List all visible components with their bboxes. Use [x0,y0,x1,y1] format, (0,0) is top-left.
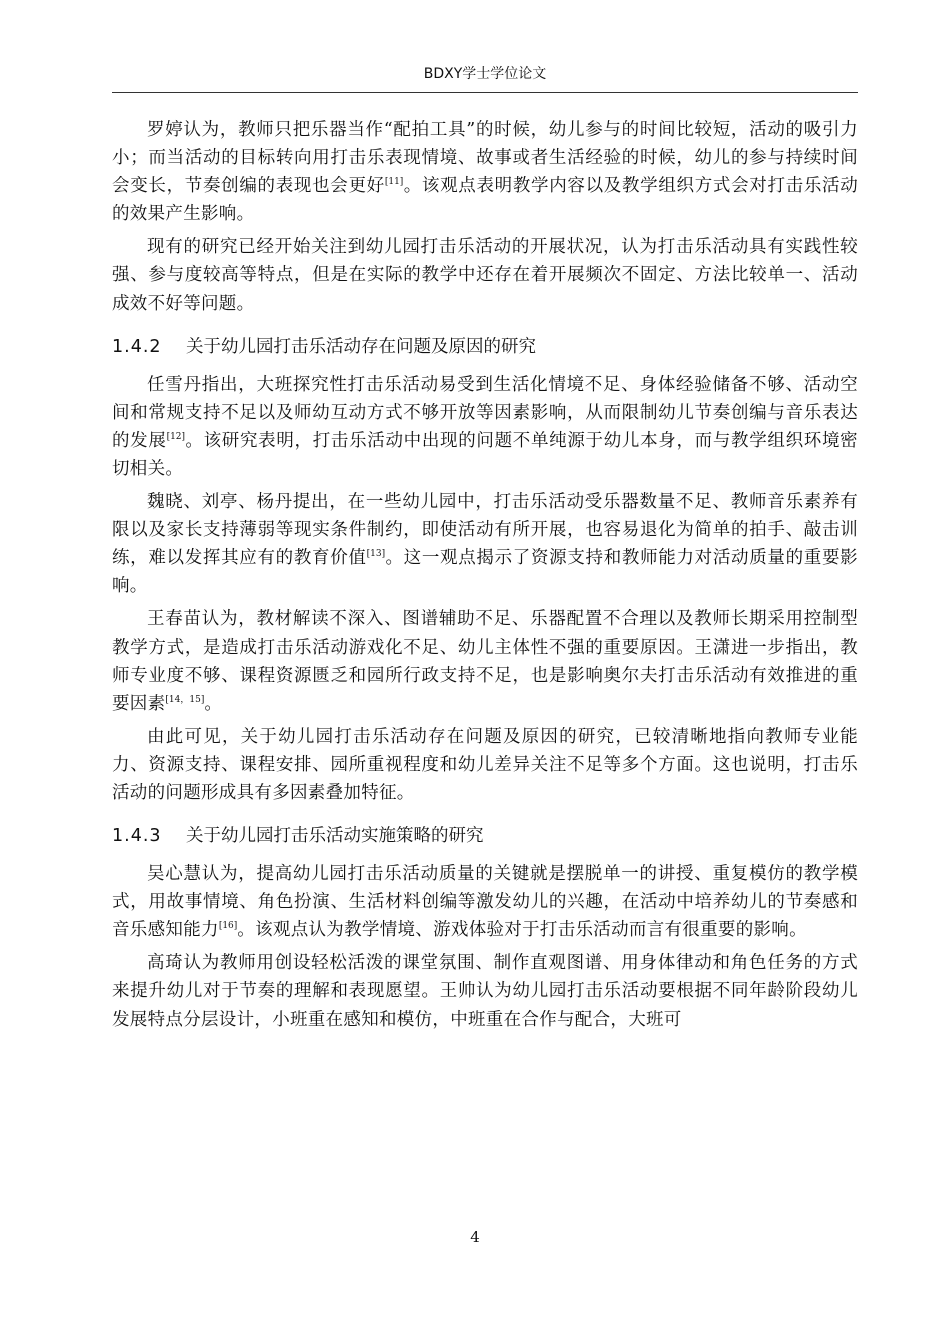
citation: [12] [166,431,186,442]
citation: [16] [218,921,238,932]
paragraph: 王春苗认为，教材解读不深入、图谱辅助不足、乐器配置不合理以及教师长期采用控制型教学方式，是造成打击乐活动游戏化不足、幼儿主体性不强的重要原因。王潇进一步指出，教师专业度不够、课程资源匮乏和园所行政支持不足，也是影响奥尔夫打击乐活动有效推进的重要因素[14，15]。 [112,609,858,714]
section-number: 1.4.3 [112,826,162,847]
citation: [11] [384,177,404,188]
paragraph: 现有的研究已经开始关注到幼儿园打击乐活动的开展状况，认为打击乐活动具有实践性较强、参与度较高等特点，但是在实际的教学中还存在着开展频次不固定、方法比较单一、活动成效不好等问题。 [112,237,858,314]
main-content [112,116,858,1034]
paragraph: 吴心慧认为，提高幼儿园打击乐活动质量的关键就是摆脱单一的讲授、重复模仿的教学模式，用故事情境、角色扮演、生活材料创编等激发幼儿的兴趣，在活动中培养幼儿的节奏感和音乐感知能力[16]。该观点认为教学情境、游戏体验对于打击乐活动而言有很重要的影响。 [112,864,858,941]
page-number: 4 [470,1228,480,1246]
section-number: 1.4.2 [112,336,162,357]
paragraph: 任雪丹指出，大班探究性打击乐活动易受到生活化情境不足、身体经验储备不够、活动空间和常规支持不足以及师幼互动方式不够开放等因素影响，从而限制幼儿节奏创编与音乐表达的发展[12]。该研究表明，打击乐活动中出现的问题不单纯源于幼儿本身，而与教学组织环境密切相关。 [112,374,858,479]
paragraph: 高琦认为教师用创设轻松活泼的课堂氛围、制作直观图谱、用身体律动和角色任务的方式来提升幼儿对于节奏的理解和表现愿望。王帅认为幼儿园打击乐活动要根据不同年龄阶段幼儿发展特点分层设计，小班重在感知和模仿，中班重在合作与配合，大班可 [112,953,858,1030]
paragraph: 由此可见，关于幼儿园打击乐活动存在问题及原因的研究，已较清晰地指向教师专业能力、资源支持、课程安排、园所重视程度和幼儿差异关注不足等多个方面。这也说明，打击乐活动的问题形成具有多因素叠加特征。 [112,726,858,803]
paragraph: 魏晓、刘亭、杨丹提出，在一些幼儿园中，打击乐活动受乐器数量不足、教师音乐素养有限以及家长支持薄弱等现实条件制约，即使活动有所开展，也容易退化为简单的拍手、敲击训练，难以发挥其应有的教育价值[13]。这一观点揭示了资源支持和教师能力对活动质量的重要影响。 [112,492,858,597]
header-rule [112,92,858,93]
section-heading [112,822,858,850]
citation: [14，15] [165,694,205,705]
section-title: 关于幼儿园打击乐活动存在问题及原因的研究 [186,336,536,357]
section-title: 关于幼儿园打击乐活动实施策略的研究 [186,826,484,847]
running-header: BDXY学士学位论文 [423,66,547,82]
section-heading [112,333,858,361]
citation: [13] [366,549,386,560]
paragraph: 罗婷认为，教师只把乐器当作“配拍工具”的时候，幼儿参与的时间比较短，活动的吸引力小；而当活动的目标转向用打击乐表现情境、故事或者生活经验的时候，幼儿的参与持续时间会变长，节奏创编的表现也会更好[11]。该观点表明教学内容以及教学组织方式会对打击乐活动的效果产生影响。 [112,120,859,225]
